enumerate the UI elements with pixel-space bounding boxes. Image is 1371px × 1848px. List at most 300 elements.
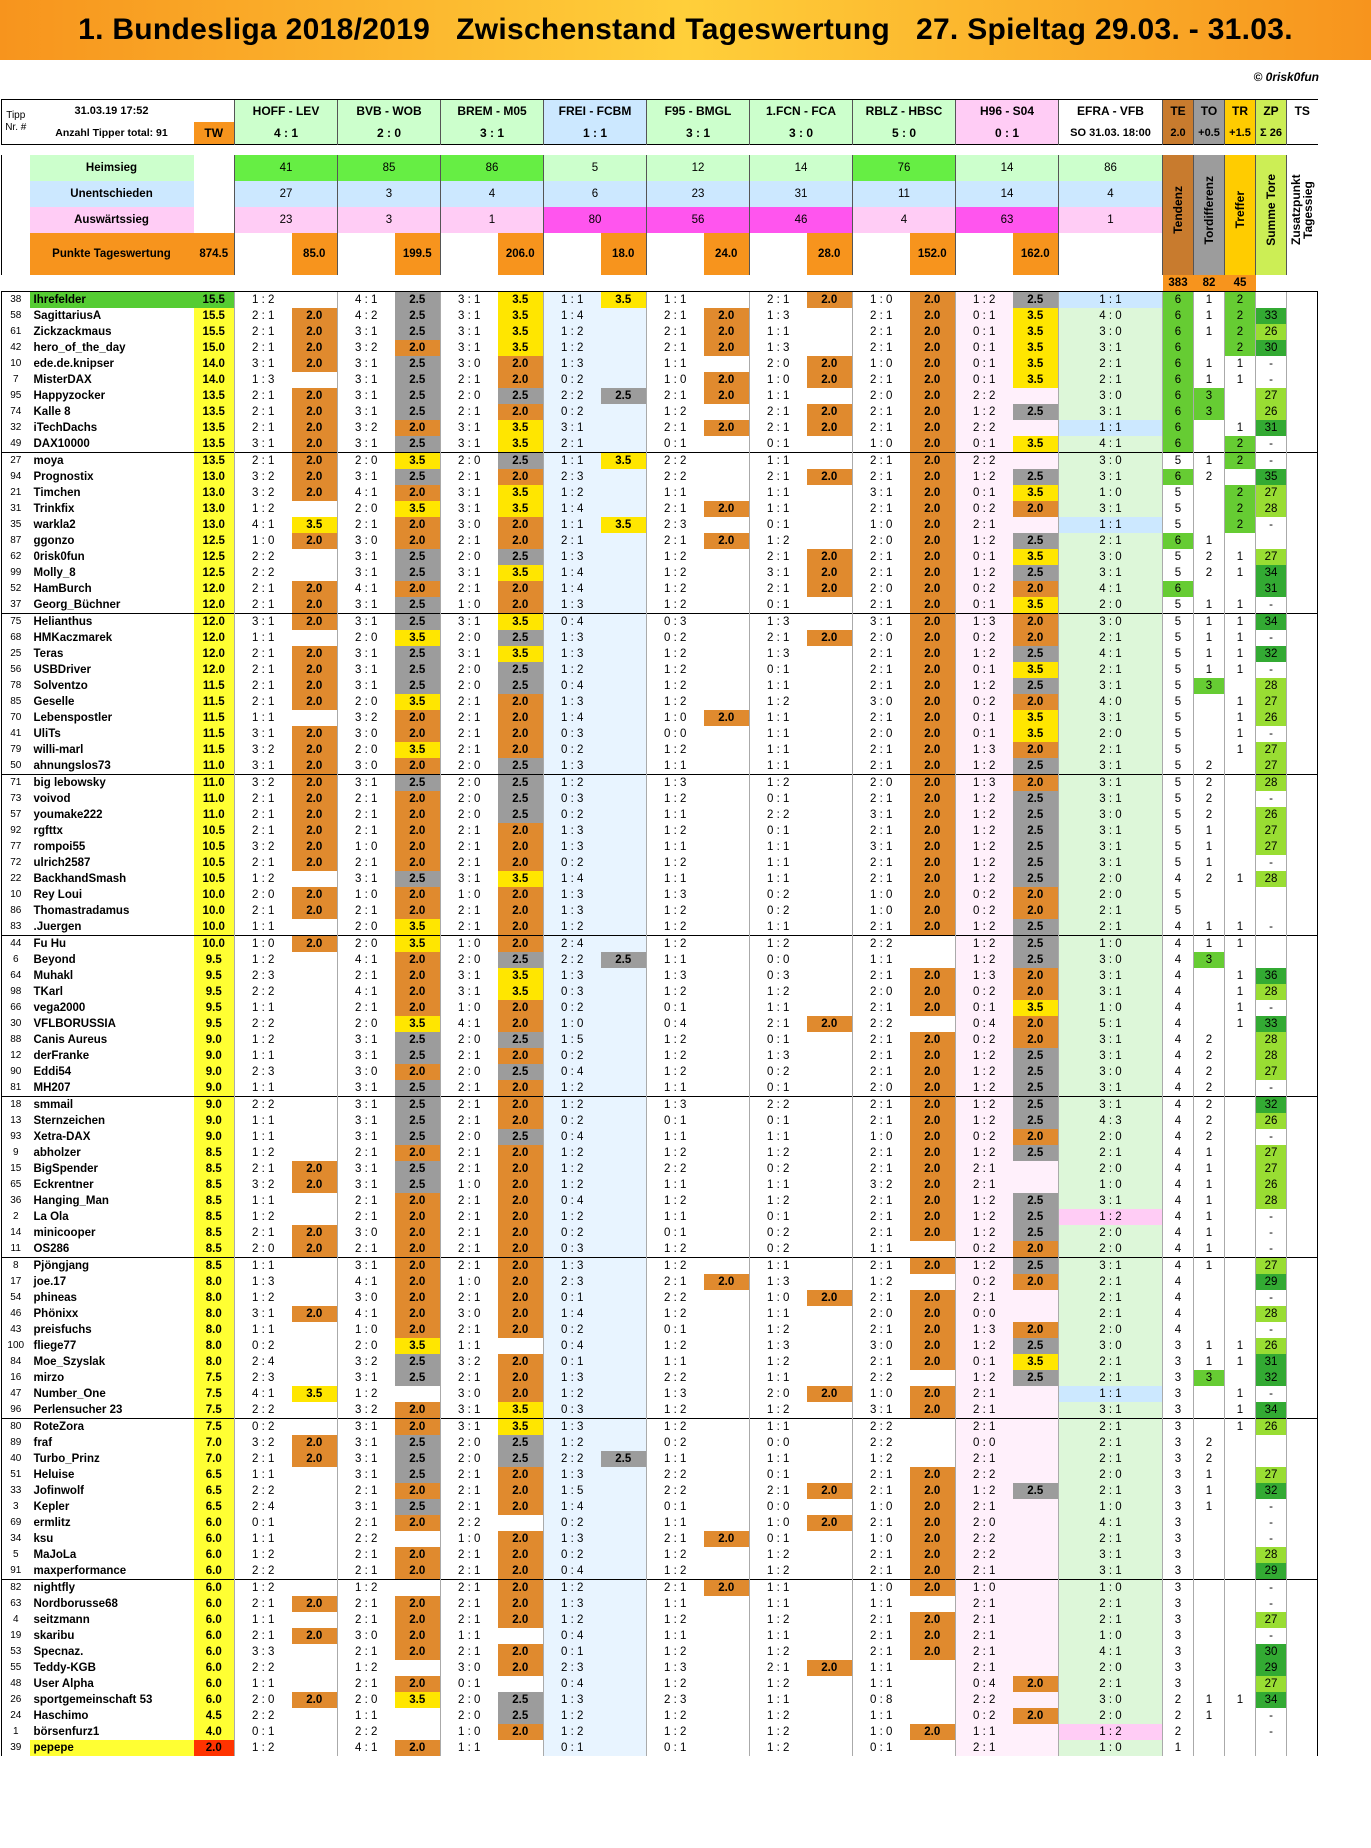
to-value (1194, 694, 1225, 710)
zp-value: 32 (1256, 646, 1287, 662)
zp-value: 28 (1256, 984, 1287, 1000)
ts-value (1287, 614, 1318, 631)
tip-cell: 1 : 4 (544, 871, 601, 887)
tip-cell: 2 : 2 (956, 1692, 1013, 1708)
efra-tip: 2 : 0 (1059, 1225, 1163, 1241)
tipper-name: pepepe (30, 1740, 194, 1756)
stat-value: 6 (544, 181, 647, 207)
tw-score: 9.5 (194, 1000, 235, 1016)
tip-cell: 1 : 2 (647, 549, 704, 565)
tw-score: 8.5 (194, 1161, 235, 1177)
tip-points (601, 1080, 647, 1097)
tip-points: 3.5 (1013, 1354, 1059, 1370)
to-value (1194, 1016, 1225, 1032)
tip-cell: 2 : 4 (235, 1354, 292, 1370)
tip-points (910, 952, 956, 968)
tip-points: 2.0 (395, 1676, 441, 1692)
tip-cell: 3 : 1 (338, 549, 395, 565)
tip-points: 2.0 (910, 839, 956, 855)
tip-cell: 2 : 2 (956, 1467, 1013, 1483)
tip-points: 2.0 (498, 1113, 544, 1129)
tipper-nr: 18 (2, 1097, 30, 1114)
tip-cell: 0 : 2 (956, 1274, 1013, 1290)
tip-cell: 1 : 3 (750, 646, 807, 662)
tip-points: 2.0 (910, 1048, 956, 1064)
tip-points (807, 1628, 853, 1644)
te-value: 3 (1163, 1628, 1194, 1644)
efra-tip: 3 : 1 (1059, 1563, 1163, 1580)
te-value: 6 (1163, 469, 1194, 485)
tip-cell: 0 : 2 (956, 581, 1013, 597)
ts-value (1287, 1322, 1318, 1338)
tip-points: 2.5 (395, 308, 441, 324)
tip-cell: 2 : 1 (441, 1467, 498, 1483)
tip-cell: 1 : 1 (853, 1660, 910, 1676)
tip-points: 2.0 (498, 855, 544, 871)
tipper-nr: 84 (2, 1354, 30, 1370)
zp-value: - (1256, 1129, 1287, 1145)
tip-points: 2.5 (395, 436, 441, 453)
te-value: 4 (1163, 968, 1194, 984)
ts-value (1287, 1419, 1318, 1436)
tip-points: 2.0 (395, 952, 441, 968)
tip-points (601, 1322, 647, 1338)
tw-score: 9.0 (194, 1048, 235, 1064)
stat-value: 46 (750, 207, 853, 233)
table-row (2, 1258, 1318, 1275)
tip-points (807, 1596, 853, 1612)
tip-points: 2.0 (910, 292, 956, 309)
tip-points: 2.5 (395, 1177, 441, 1193)
tipper-name: Phönixx (33, 1308, 79, 1320)
blank (956, 233, 1013, 275)
tip-points: 2.0 (704, 340, 750, 356)
tipper-name: ede.de.knipser (33, 358, 115, 370)
table-row (2, 436, 1318, 453)
tip-points (807, 1708, 853, 1724)
zp-value: - (1256, 1628, 1287, 1644)
tipper-name: Eckrentner (33, 1179, 94, 1191)
zp-value: 27 (1256, 1258, 1287, 1275)
tip-cell: 1 : 2 (956, 919, 1013, 936)
tip-cell: 1 : 1 (647, 1080, 704, 1097)
tip-points: 2.0 (498, 710, 544, 726)
tipper-name: smmail (30, 1097, 194, 1114)
tip-cell: 1 : 0 (853, 1129, 910, 1145)
tip-points: 2.0 (704, 1274, 750, 1290)
table-row (2, 1676, 1318, 1692)
table-row (2, 356, 1318, 372)
efra-tip: 2 : 1 (1059, 372, 1163, 388)
tip-points: 3.5 (1013, 308, 1059, 324)
tip-cell: 0 : 3 (544, 984, 601, 1000)
tip-cell: 1 : 1 (647, 1451, 704, 1467)
tip-points (601, 614, 647, 631)
tip-points (704, 1660, 750, 1676)
tip-points: 2.5 (1013, 1064, 1059, 1080)
table-row (2, 871, 1318, 887)
tw-score: 6.0 (194, 1644, 235, 1660)
tipper-nr: 6 (2, 952, 30, 968)
ts-value (1287, 549, 1318, 565)
to-value: 1 (1194, 1145, 1225, 1161)
tip-cell: 1 : 2 (750, 1563, 807, 1580)
tipper-name: OS286 (33, 1243, 70, 1255)
to-value (1194, 420, 1225, 436)
table-row (2, 1612, 1318, 1628)
zp-value: 26 (1256, 710, 1287, 726)
ts-value (1287, 839, 1318, 855)
tipper-name: Canis Aureus (33, 1034, 108, 1046)
tip-cell: 2 : 0 (338, 1692, 395, 1708)
tip-cell: 2 : 1 (853, 1628, 910, 1644)
tr-value (1225, 1740, 1256, 1756)
tipper-name: UliTs (33, 728, 61, 740)
tip-points (601, 436, 647, 453)
tip-cell: 0 : 1 (956, 436, 1013, 453)
ts-value (1287, 855, 1318, 871)
tip-cell: 3 : 0 (338, 1290, 395, 1306)
tip-points (292, 1145, 338, 1161)
tip-cell: 1 : 1 (647, 1129, 704, 1145)
tip-points (807, 485, 853, 501)
tipper-nr: 34 (2, 1531, 30, 1547)
tr-value: 2 (1225, 485, 1256, 501)
tip-cell: 1 : 2 (647, 646, 704, 662)
tip-cell: 1 : 0 (441, 887, 498, 903)
tip-points: 2.5 (395, 1129, 441, 1145)
tip-cell: 1 : 2 (235, 1580, 292, 1597)
tip-cell: 1 : 3 (750, 1338, 807, 1354)
tip-points (704, 646, 750, 662)
tip-points: 2.0 (292, 388, 338, 404)
tip-points: 2.5 (1013, 758, 1059, 775)
efra-tip: 1 : 2 (1059, 1724, 1163, 1740)
tip-points (292, 565, 338, 581)
tip-cell: 1 : 2 (544, 1080, 601, 1097)
tip-cell: 1 : 2 (750, 936, 807, 953)
tipper-name: big lebowsky (30, 775, 194, 792)
tip-cell: 3 : 1 (853, 807, 910, 823)
tr-value (1225, 903, 1256, 919)
to-value: 2 (1194, 775, 1225, 792)
efra-tip: 2 : 1 (1059, 1596, 1163, 1612)
tip-cell: 2 : 1 (956, 1596, 1013, 1612)
tip-points: 2.0 (292, 742, 338, 758)
tw-score: 9.0 (194, 1113, 235, 1129)
to-value: 1 (1194, 662, 1225, 678)
tip-cell: 2 : 1 (441, 1258, 498, 1275)
te-value: 3 (1163, 1596, 1194, 1612)
tip-cell: 1 : 2 (544, 1708, 601, 1724)
tip-points (601, 1290, 647, 1306)
tip-cell: 2 : 1 (441, 1547, 498, 1563)
zp-value: 29 (1256, 1274, 1287, 1290)
tip-points: 2.0 (910, 1193, 956, 1209)
tip-points: 2.0 (498, 1644, 544, 1660)
table-row (2, 501, 1318, 517)
tip-cell: 1 : 0 (338, 1322, 395, 1338)
to-value: 1 (1194, 1193, 1225, 1209)
tip-points: 2.0 (910, 1386, 956, 1402)
tip-cell: 2 : 1 (338, 1000, 395, 1016)
tip-cell: 3 : 1 (338, 678, 395, 694)
tip-points (601, 823, 647, 839)
tip-points (807, 726, 853, 742)
stat-value: 4 (441, 181, 544, 207)
tip-points (807, 1241, 853, 1258)
tip-cell: 2 : 1 (853, 1225, 910, 1241)
tip-points: 2.0 (395, 1145, 441, 1161)
tip-points (601, 1032, 647, 1048)
table-row (2, 1016, 1318, 1032)
tip-points (704, 549, 750, 565)
tip-cell: 2 : 0 (441, 1451, 498, 1467)
tipper-name: Prognostix (33, 471, 94, 483)
tip-points (1013, 1435, 1059, 1451)
stat-value: 1 (1059, 207, 1163, 233)
tip-points: 2.0 (704, 533, 750, 549)
tipper-name: abholzer (33, 1147, 81, 1159)
tip-cell: 0 : 4 (544, 614, 601, 631)
tip-cell: 1 : 2 (647, 742, 704, 758)
tip-cell: 1 : 1 (956, 1724, 1013, 1740)
tip-points (292, 1419, 338, 1436)
tip-cell: 3 : 1 (338, 1177, 395, 1193)
tip-points: 2.5 (395, 678, 441, 694)
tip-cell: 2 : 0 (441, 388, 498, 404)
tip-points (704, 952, 750, 968)
tip-cell: 1 : 2 (544, 1386, 601, 1402)
tip-points (704, 1016, 750, 1032)
tip-points: 2.0 (292, 839, 338, 855)
tipper-nr: 91 (2, 1563, 30, 1580)
tip-points: 2.0 (395, 1209, 441, 1225)
stat-value: 14 (956, 181, 1059, 207)
te-value: 5 (1163, 597, 1194, 614)
tip-cell: 2 : 1 (853, 1064, 910, 1080)
tip-cell: 4 : 1 (235, 517, 292, 533)
tip-cell: 2 : 1 (544, 533, 601, 549)
tip-points (292, 984, 338, 1000)
tipper-nr: 79 (2, 742, 30, 758)
tip-cell: 1 : 0 (647, 372, 704, 388)
tip-points: 2.5 (1013, 1225, 1059, 1241)
tip-points (704, 1451, 750, 1467)
zp-value: - (1256, 597, 1287, 614)
tipper-nr: 58 (2, 308, 30, 324)
tip-points (1013, 1402, 1059, 1419)
tip-cell: 1 : 0 (853, 887, 910, 903)
to-value: 2 (1194, 1032, 1225, 1048)
ts-value (1287, 356, 1318, 372)
to-value: 1 (1194, 1708, 1225, 1724)
tip-points (807, 936, 853, 953)
tipper-name: VFLBORUSSIA (33, 1018, 116, 1030)
tip-points (1013, 420, 1059, 436)
tip-cell: 2 : 1 (750, 581, 807, 597)
tip-points (601, 919, 647, 936)
tip-cell: 1 : 3 (956, 775, 1013, 792)
tip-points: 2.0 (910, 1032, 956, 1048)
tip-cell: 4 : 1 (338, 1306, 395, 1322)
tip-cell: 3 : 2 (235, 469, 292, 485)
tr-value: 2 (1225, 324, 1256, 340)
tip-points: 2.0 (910, 549, 956, 565)
tip-points (704, 758, 750, 775)
tip-points (704, 1467, 750, 1483)
tip-points: 2.5 (498, 775, 544, 792)
tip-points: 2.0 (910, 1258, 956, 1275)
tip-points: 3.5 (498, 308, 544, 324)
table-row (2, 936, 1318, 953)
zp-value: 34 (1256, 1692, 1287, 1708)
tip-cell: 2 : 0 (853, 630, 910, 646)
tip-points (704, 356, 750, 372)
tw-score: 9.0 (194, 1097, 235, 1114)
tip-points (910, 1435, 956, 1451)
tip-points: 2.0 (910, 1290, 956, 1306)
tip-cell: 1 : 1 (750, 742, 807, 758)
tip-points (704, 1419, 750, 1436)
tip-points (601, 1708, 647, 1724)
tw-score: 10.5 (194, 855, 235, 871)
to-value: 1 (1194, 839, 1225, 855)
tip-points (704, 1628, 750, 1644)
tr-value (1225, 1129, 1256, 1145)
tip-points (704, 791, 750, 807)
tip-cell: 3 : 1 (338, 1113, 395, 1129)
tip-points (807, 517, 853, 533)
zp-value: 31 (1256, 1354, 1287, 1370)
tipper-nr: 65 (2, 1177, 30, 1193)
blank (2, 155, 30, 181)
tip-points (292, 1580, 338, 1597)
tip-points: 2.0 (704, 372, 750, 388)
tip-cell: 1 : 1 (235, 1193, 292, 1209)
ts-value (1287, 1580, 1318, 1597)
te-value: 3 (1163, 1419, 1194, 1436)
stat-value: 23 (647, 181, 750, 207)
tr-val: +1.5 (1225, 122, 1256, 145)
tip-cell: 2 : 0 (441, 952, 498, 968)
tw-score: 10.5 (194, 823, 235, 839)
tip-cell: 0 : 1 (544, 1740, 601, 1756)
tip-cell: 1 : 4 (544, 710, 601, 726)
tip-points: 2.5 (601, 388, 647, 404)
efra-tip: 1 : 0 (1059, 936, 1163, 953)
tw-score: 12.0 (194, 630, 235, 646)
te-value: 4 (1163, 936, 1194, 953)
to-value (1194, 1580, 1225, 1597)
tipper-nr: 24 (2, 1708, 30, 1724)
tw-score: 2.0 (194, 1740, 235, 1756)
tip-points: 2.0 (498, 742, 544, 758)
tr-value (1225, 1435, 1256, 1451)
tip-points: 2.5 (1013, 533, 1059, 549)
tip-cell: 0 : 2 (750, 1064, 807, 1080)
tip-cell: 0 : 2 (956, 630, 1013, 646)
tip-points (601, 581, 647, 597)
tipper-name: willi-marl (33, 744, 84, 756)
tip-cell: 0 : 1 (647, 1000, 704, 1016)
tip-cell: 1 : 3 (956, 742, 1013, 758)
tip-points (601, 1274, 647, 1290)
tip-points: 2.0 (395, 839, 441, 855)
tipper-nr: 52 (2, 581, 30, 597)
efra-tip: 2 : 1 (1059, 630, 1163, 646)
tip-points: 3.5 (1013, 726, 1059, 742)
tipper-nr: 87 (2, 533, 30, 549)
tipper-nr: 82 (2, 1580, 30, 1597)
tip-cell: 2 : 1 (647, 501, 704, 517)
to-value: 1 (1194, 1209, 1225, 1225)
table-row (2, 1064, 1318, 1080)
tip-cell: 3 : 1 (338, 1161, 395, 1177)
tip-cell: 1 : 3 (235, 372, 292, 388)
to-value: 1 (1194, 919, 1225, 936)
tip-points (704, 1129, 750, 1145)
match-name: FREI - FCBM (544, 100, 647, 123)
zp-value: 27 (1256, 1161, 1287, 1177)
tr-value (1225, 1241, 1256, 1258)
efra-tip: 1 : 0 (1059, 1000, 1163, 1016)
table-row (2, 597, 1318, 614)
tip-cell: 3 : 1 (235, 726, 292, 742)
efra-tip: 1 : 0 (1059, 1740, 1163, 1756)
tip-points (704, 469, 750, 485)
tipper-nr: 40 (2, 1451, 30, 1467)
tip-cell: 1 : 2 (235, 1740, 292, 1756)
tip-cell: 2 : 1 (441, 1145, 498, 1161)
tr-value (1225, 1370, 1256, 1386)
tip-points (807, 1080, 853, 1097)
efra-tip: 3 : 1 (1059, 839, 1163, 855)
tip-cell: 3 : 1 (853, 1402, 910, 1419)
te-value: 6 (1163, 356, 1194, 372)
tip-cell: 0 : 1 (647, 1740, 704, 1756)
to-value: 2 (1194, 758, 1225, 775)
match-punkte: 162.0 (1013, 233, 1059, 275)
tip-cell: 0 : 3 (750, 968, 807, 984)
tip-points: 2.0 (395, 1241, 441, 1258)
tip-points: 2.0 (910, 436, 956, 453)
tip-cell: 1 : 2 (544, 1580, 601, 1597)
tip-points (601, 1225, 647, 1241)
tip-points (704, 726, 750, 742)
tip-points: 2.5 (1013, 1370, 1059, 1386)
tr-value: 1 (1225, 1692, 1256, 1708)
tip-points: 2.0 (910, 678, 956, 694)
tip-cell: 1 : 1 (750, 501, 807, 517)
tip-cell: 1 : 3 (544, 1370, 601, 1386)
table-row (2, 1563, 1318, 1580)
tipper-nr: 73 (2, 791, 30, 807)
tr-value: 2 (1225, 453, 1256, 470)
tip-cell: 1 : 2 (956, 533, 1013, 549)
tip-cell: 1 : 1 (235, 630, 292, 646)
tip-cell: 2 : 1 (235, 420, 292, 436)
tip-points (292, 1370, 338, 1386)
tip-points: 2.0 (395, 791, 441, 807)
tip-points: 2.0 (807, 372, 853, 388)
tipper-name: Nordborusse68 (33, 1598, 118, 1610)
tip-points: 2.0 (395, 1258, 441, 1275)
tip-points (1013, 1451, 1059, 1467)
tip-points (601, 1563, 647, 1580)
tip-cell: 0 : 1 (956, 662, 1013, 678)
ts-value (1287, 1274, 1318, 1290)
